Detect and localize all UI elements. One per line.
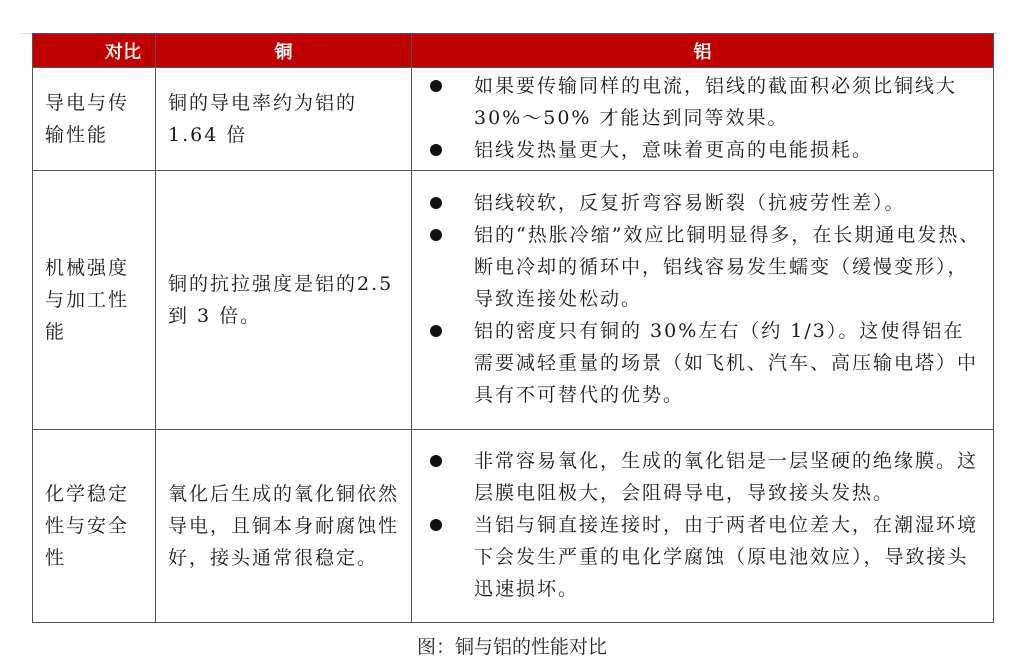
copper-cell: 氧化后生成的氧化铜依然导电，且铜本身耐腐蚀性好，接头通常很稳定。	[156, 430, 412, 623]
copper-cell: 铜的抗拉强度是铝的2.5 到 3 倍。	[156, 171, 412, 430]
figure-caption: 图：铜与铝的性能对比	[416, 636, 607, 658]
comparison-table	[32, 33, 994, 623]
bullet-icon	[430, 325, 442, 337]
row-label: 导电与传输性能	[33, 68, 156, 171]
bullet-icon	[430, 455, 442, 467]
row-label: 化学稳定性与安全性	[33, 430, 156, 623]
table-row	[33, 68, 994, 171]
list-item: 铝的“热胀冷缩”效应比铜明显得多，在长期通电发热、断电冷却的循环中，铝线容易发生蠕变（缓慢变形），导致连接处松动。	[422, 219, 985, 315]
bullet-icon	[430, 144, 442, 156]
bullet-icon	[430, 197, 442, 209]
bullet-icon	[430, 229, 442, 241]
aluminum-cell	[412, 68, 994, 171]
aluminum-cell	[412, 430, 994, 623]
list-item: 如果要传输同样的电流，铝线的截面积必须比铜线大 30%～50% 才能达到同等效果。	[422, 70, 985, 134]
row-label: 机械强度与加工性能	[33, 171, 156, 430]
list-item: 铝的密度只有铜的 30%左右（约 1/3）。这使得铝在需要减轻重量的场景（如飞机、汽车、高压输电塔）中具有不可替代的优势。	[422, 315, 985, 411]
table-row	[33, 171, 994, 430]
list-item: 铝线较软，反复折弯容易断裂（抗疲劳性差）。	[422, 187, 985, 219]
aluminum-cell	[412, 171, 994, 430]
copper-cell: 铜的导电率约为铝的1.64 倍	[156, 68, 412, 171]
list-item: 非常容易氧化，生成的氧化铝是一层坚硬的绝缘膜。这层膜电阻极大，会阻碍导电，导致接头发热。	[422, 445, 985, 509]
header-copper: 铜	[156, 34, 412, 68]
list-item: 铝线发热量更大，意味着更高的电能损耗。	[422, 134, 985, 166]
header-row	[33, 34, 994, 68]
table-row	[33, 430, 994, 623]
list-item: 当铝与铜直接连接时，由于两者电位差大，在潮湿环境下会发生严重的电化学腐蚀（原电池效应），导致接头迅速损坏。	[422, 509, 985, 605]
bullet-icon	[430, 80, 442, 92]
header-compare: 对比	[33, 34, 156, 68]
bullet-icon	[430, 519, 442, 531]
header-aluminum: 铝	[412, 34, 994, 68]
